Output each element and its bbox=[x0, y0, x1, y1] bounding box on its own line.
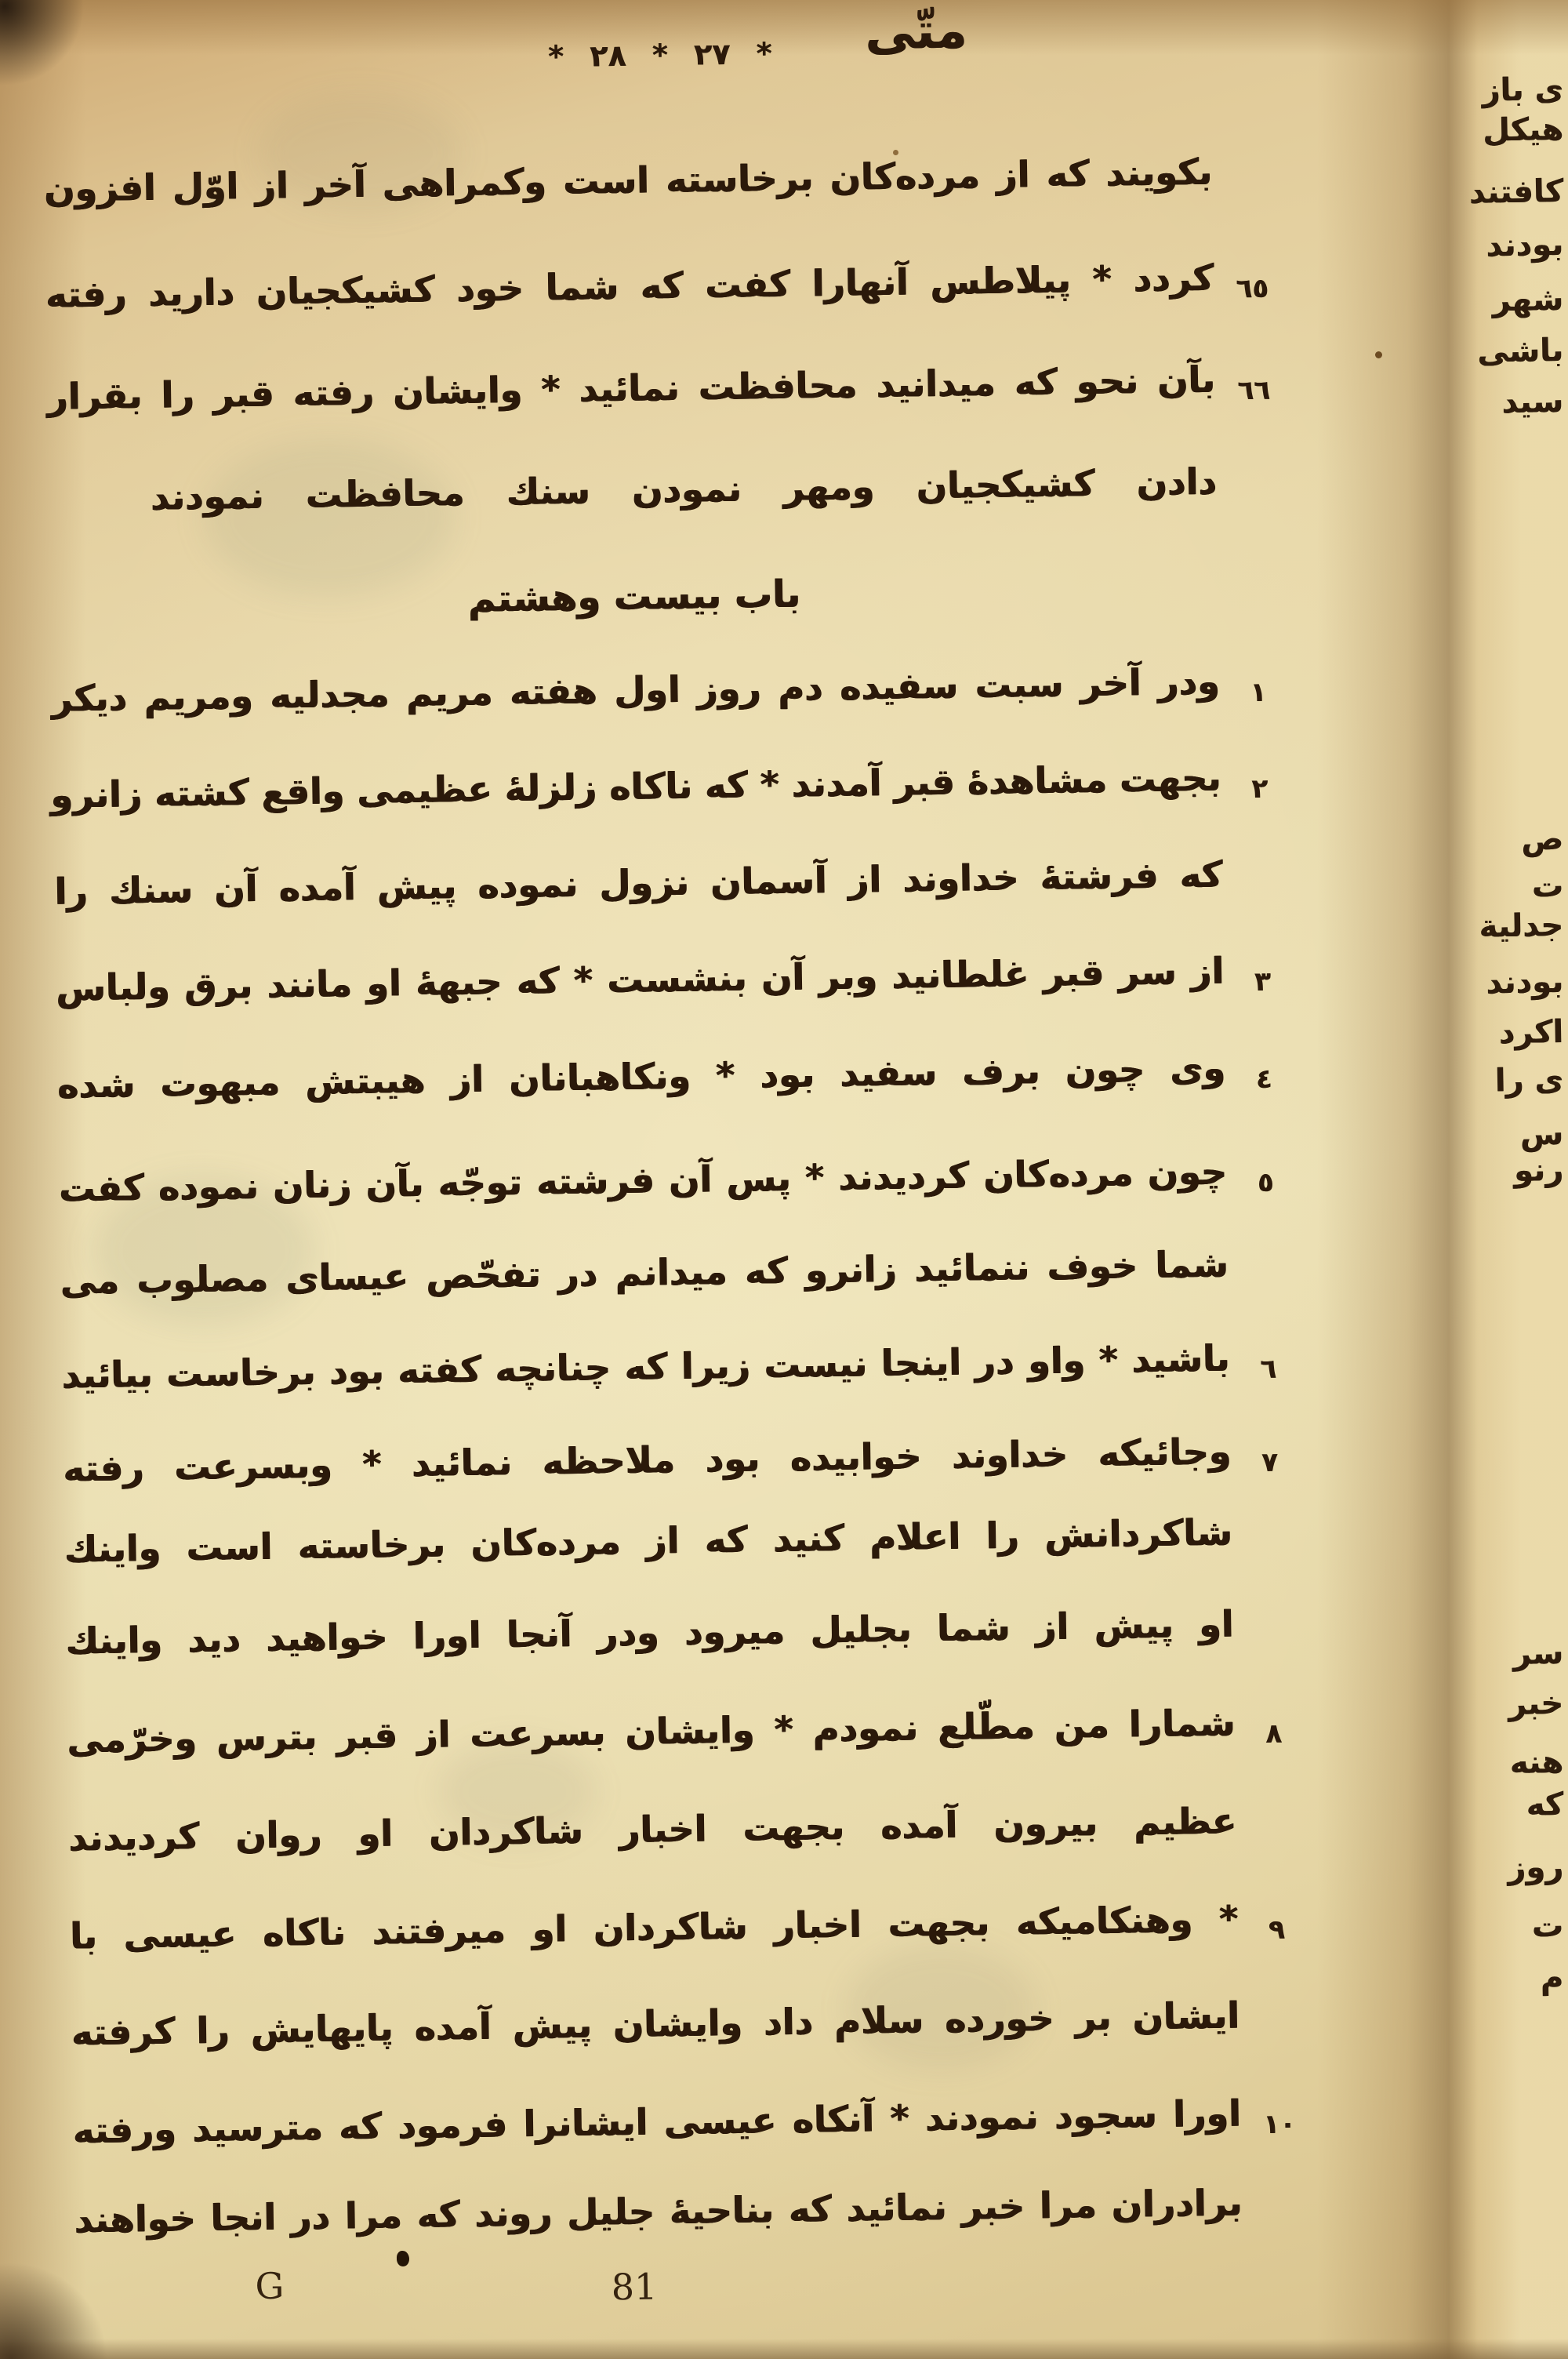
verse-number: ٨ bbox=[1265, 1717, 1283, 1750]
text-line: چون مرده‌كان كرديدند * پس آن فرشته توجّه بآن زنان نموده كفت bbox=[58, 1150, 1228, 1210]
text-line: ايشان بر خورده سلام داد وايشان پيش آمده پايهايش را كرفته bbox=[71, 1994, 1240, 2054]
page-number: 81 bbox=[611, 2265, 658, 2309]
text-line: او پيش از شما بجليل ميرود ودر آنجا اورا خواهيد ديد واينك bbox=[65, 1602, 1234, 1663]
text-line: عظيم بيرون آمده بجهت اخبار شاكردان او روان كرديدند bbox=[68, 1799, 1237, 1859]
text-line: وجائيكه خداوند خوابيده بود ملاحظه نمائيد * وبسرعت رفته bbox=[63, 1430, 1232, 1490]
verse-number: ٤ bbox=[1255, 1063, 1272, 1096]
text-line: كردد * پيلاطس آنهارا كفت كه شما خود كشيكجيان داريد رفته bbox=[45, 256, 1214, 316]
adjacent-page-text-fragment: م bbox=[1540, 1959, 1564, 1997]
adjacent-page-text-fragment: بودند bbox=[1485, 226, 1564, 264]
adjacent-page-text-fragment: كه bbox=[1526, 1786, 1564, 1823]
adjacent-page-text-fragment: ى باز bbox=[1481, 71, 1564, 109]
verse-number: ٦٦ bbox=[1237, 374, 1271, 407]
adjacent-page-text-fragment: هيكل bbox=[1482, 111, 1564, 149]
text-line: * وهنكاميكه بجهت اخبار شاكردان او ميرفتند ناكاه عيسى با bbox=[69, 1897, 1239, 1957]
adjacent-page-text-fragment: باشى bbox=[1476, 332, 1564, 370]
verse-number: ٦ bbox=[1260, 1353, 1277, 1386]
adjacent-page-text-fragment: ى را bbox=[1494, 1061, 1564, 1100]
adjacent-page-text-fragment: ت bbox=[1531, 867, 1564, 905]
adjacent-page-text-fragment: جدلية bbox=[1479, 907, 1564, 945]
text-line: شما خوف ننمائيد زانرو كه ميدانم در تفحّص عيساى مصلوب مى bbox=[60, 1242, 1229, 1303]
text-line: اورا سجود نمودند * آنكاه عيسى ايشانرا فرمود كه مترسيد ورفته bbox=[72, 2092, 1242, 2152]
adjacent-page-text-fragment: سيد bbox=[1501, 383, 1564, 421]
adjacent-page-text-fragment: سر bbox=[1512, 1634, 1564, 1672]
text-line: برادران مرا خبر نمائيد كه بناحيهٔ جليل روند كه مرا در انجا خواهند bbox=[74, 2181, 1243, 2241]
adjacent-page-text-fragment: روز bbox=[1507, 1848, 1564, 1887]
adjacent-page-text-fragment: بودند bbox=[1485, 963, 1564, 1001]
verse-number: ١ bbox=[1250, 676, 1267, 709]
verse-number: ٩ bbox=[1268, 1914, 1285, 1946]
text-line: ودر آخر سبت سفيده دم روز اول هفته مريم مجدليه ومريم ديكر bbox=[51, 660, 1221, 720]
running-head-chapter-markers: * ٢٧ * ٢٨ * bbox=[547, 36, 772, 75]
text-line: شاكردانش را اعلام كنيد كه از مرده‌كان برخاسته است واينك bbox=[64, 1510, 1233, 1571]
text-line: باشيد * واو در اينجا نيست زيرا كه چنانچه كفته بود برخاست بيائيد bbox=[61, 1336, 1230, 1397]
text-line: بكويند كه از مرده‌كان برخاسته است وكمراهى آخر از اوّل افزون bbox=[43, 150, 1213, 210]
adjacent-page-text-fragment: كافتند bbox=[1468, 173, 1564, 211]
chapter-heading: باب بيست وهشتم bbox=[467, 572, 801, 621]
adjacent-page-text-fragment: رنو bbox=[1513, 1151, 1564, 1189]
verse-number: ٧ bbox=[1261, 1446, 1279, 1479]
verse-number: ١٠ bbox=[1262, 2108, 1297, 2141]
adjacent-page-text-fragment: ص bbox=[1520, 820, 1564, 858]
text-line: شمارا من مطّلع نمودم * وايشان بسرعت از قبر بترس وخرّمى bbox=[67, 1701, 1236, 1761]
adjacent-page-text-fragment: هنه bbox=[1509, 1743, 1564, 1782]
verse-number: ٢ bbox=[1251, 772, 1269, 805]
verse-number: ٥ bbox=[1257, 1166, 1274, 1199]
adjacent-page-text-fragment: ت bbox=[1531, 1907, 1564, 1945]
adjacent-page-text-fragment: اكرد bbox=[1498, 1013, 1564, 1052]
signature-mark: G bbox=[255, 2264, 285, 2308]
text-line: كه فرشتهٔ خداوند از آسمان نزول نموده پيش آمده آن سنك را bbox=[54, 852, 1223, 913]
text-line: بآن نحو كه ميدانيد محافظت نمائيد * وايشان رفته قبر را بقرار bbox=[46, 358, 1216, 418]
text-line: بجهت مشاهدهٔ قبر آمدند * كه ناكاه زلزلهٔ عظيمى واقع كشته زانرو bbox=[50, 756, 1221, 816]
text-line: دادن كشيكجيان ومهر نمودن سنك محافظت نمودند bbox=[150, 460, 1218, 518]
verse-number: ٣ bbox=[1254, 965, 1272, 998]
adjacent-page-text-fragment: س bbox=[1519, 1115, 1564, 1153]
adjacent-page-text-fragment: خبر bbox=[1508, 1685, 1564, 1723]
verse-number: ٦٥ bbox=[1236, 272, 1269, 305]
text-line: وى چون برف سفيد بود * ونكاهبانان از هيبتش مبهوت شده bbox=[56, 1046, 1226, 1107]
text-line: از سر قبر غلطانيد وبر آن بنشست * كه جبههٔ او مانند برق ولباس bbox=[55, 949, 1225, 1009]
adjacent-page-text-fragment: شهر bbox=[1491, 281, 1564, 319]
running-head-title: متّى bbox=[864, 2, 968, 62]
